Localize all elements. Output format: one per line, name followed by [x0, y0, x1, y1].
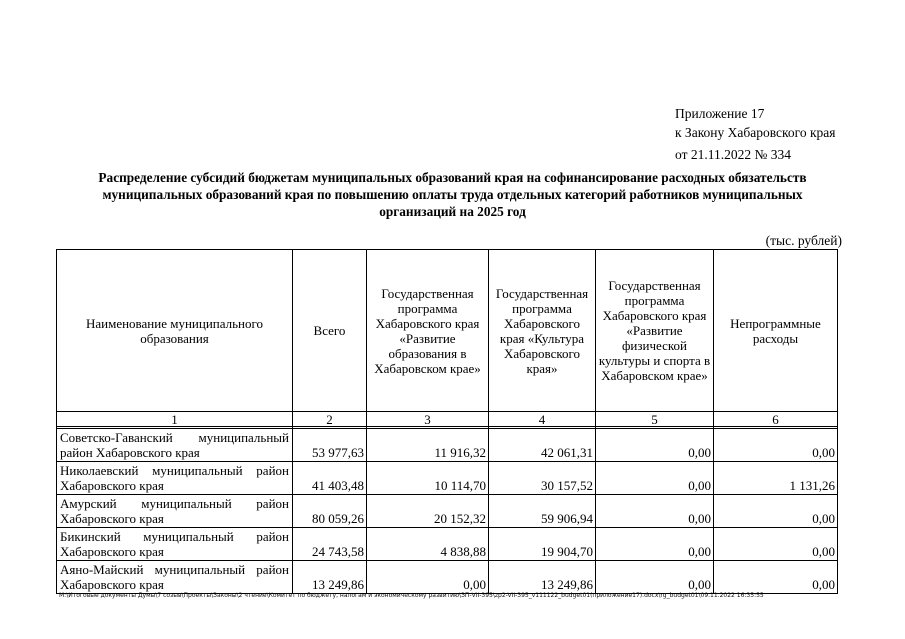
nonprogram-value: 1 131,26 [714, 462, 838, 495]
title-line-1: Распределение субсидий бюджетам муниципальных образований края на софинансирование расходных обязательств [98, 170, 807, 185]
total-value: 24 743,58 [293, 528, 367, 561]
file-path-footer: M:\Итоговые документы Думы\7 созыв\Проекты\Законы\2 чтение\Комитет по бюджету, налогам и экономическому развитию\ЗП-VII-395\zp2-VII-395_v111122_budget01(приложение17).docx\rg_budget01\09.11.2022 16:35:55 [59, 592, 764, 599]
culture-value: 59 906,94 [489, 495, 596, 528]
column-number: 2 [293, 412, 367, 427]
table-row [57, 528, 838, 561]
sport-value: 0,00 [596, 429, 714, 462]
table-row [57, 561, 838, 594]
attachment-law: к Закону Хабаровского края [675, 125, 836, 140]
education-value: 11 916,32 [367, 429, 489, 462]
education-value: 0,00 [367, 561, 489, 594]
nonprogram-value: 0,00 [714, 561, 838, 594]
education-value: 20 152,32 [367, 495, 489, 528]
municipality-name: Николаевский муниципальный район Хабаровского края [57, 462, 293, 495]
column-number: 6 [714, 412, 838, 427]
table-row [57, 462, 838, 495]
education-value: 10 114,70 [367, 462, 489, 495]
municipality-name: Бикинский муниципальный район Хабаровского края [57, 528, 293, 561]
title-line-3: организаций на 2025 год [379, 204, 526, 219]
attachment-date: от 21.11.2022 № 334 [675, 147, 791, 162]
header-sport: Государственная программа Хабаровского края «Развитие физической культуры и спорта в Хабаровском крае» [596, 250, 714, 412]
table-row [57, 495, 838, 528]
sport-value: 0,00 [596, 528, 714, 561]
nonprogram-value: 0,00 [714, 429, 838, 462]
attachment-number: Приложение 17 [675, 106, 765, 121]
column-numbers-row [57, 412, 838, 427]
header-name: Наименование муниципального образования [57, 250, 293, 412]
document-title [60, 169, 845, 220]
total-value: 13 249,86 [293, 561, 367, 594]
sport-value: 0,00 [596, 561, 714, 594]
total-value: 53 977,63 [293, 429, 367, 462]
culture-value: 42 061,31 [489, 429, 596, 462]
total-value: 41 403,48 [293, 462, 367, 495]
nonprogram-value: 0,00 [714, 528, 838, 561]
title-line-2: муниципальных образований края по повышению оплаты труда отдельных категорий работников муниципальных [102, 187, 803, 202]
sport-value: 0,00 [596, 495, 714, 528]
column-number: 1 [57, 412, 293, 427]
header-total: Всего [293, 250, 367, 412]
column-number: 5 [596, 412, 714, 427]
header-education: Государственная программа Хабаровского края «Развитие образования в Хабаровском крае» [367, 250, 489, 412]
total-value: 80 059,26 [293, 495, 367, 528]
culture-value: 30 157,52 [489, 462, 596, 495]
municipality-name: Амурский муниципальный район Хабаровского края [57, 495, 293, 528]
culture-value: 13 249,86 [489, 561, 596, 594]
municipality-name: Советско-Гаванский муниципальный район Хабаровского края [57, 429, 293, 462]
culture-value: 19 904,70 [489, 528, 596, 561]
municipality-name: Аяно-Майский муниципальный район Хабаровского края [57, 561, 293, 594]
education-value: 4 838,88 [367, 528, 489, 561]
attachment-block [675, 104, 836, 164]
header-nonprogram: Непрограммные расходы [714, 250, 838, 412]
budget-table [56, 249, 838, 594]
column-number: 4 [489, 412, 596, 427]
nonprogram-value: 0,00 [714, 495, 838, 528]
units-label: (тыс. рублей) [765, 233, 842, 248]
column-number: 3 [367, 412, 489, 427]
table-row [57, 429, 838, 462]
header-culture: Государственная программа Хабаровского края «Культура Хабаровского края» [489, 250, 596, 412]
table-header-row [57, 250, 838, 412]
sport-value: 0,00 [596, 462, 714, 495]
